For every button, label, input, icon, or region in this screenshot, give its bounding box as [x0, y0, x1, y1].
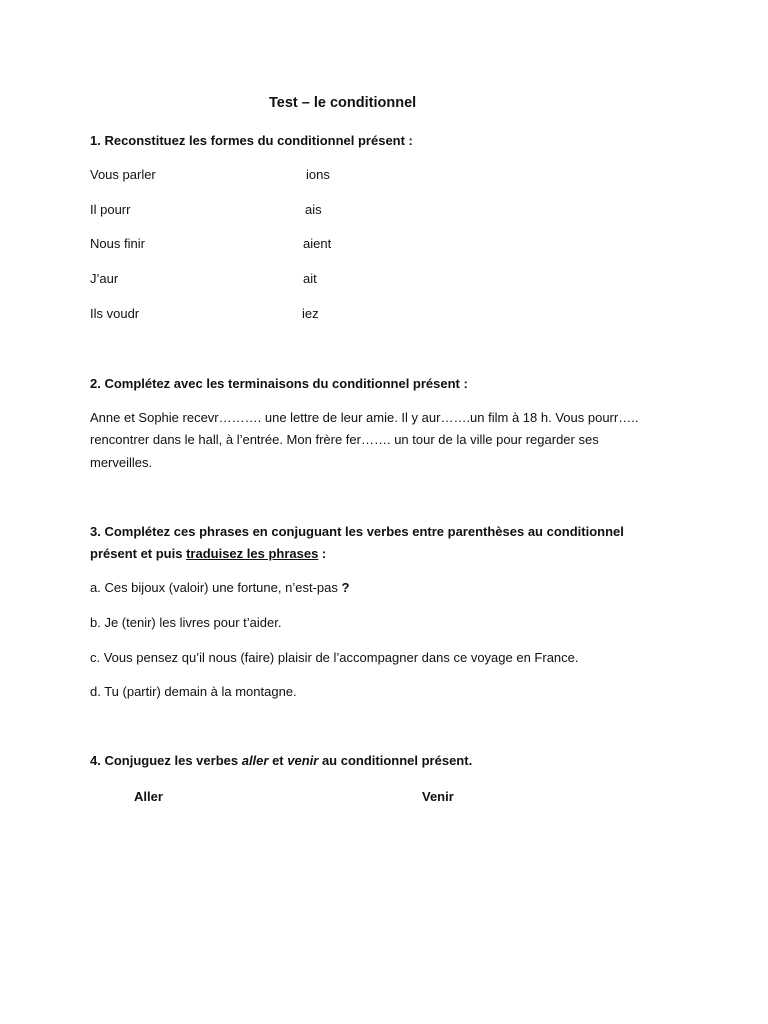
ending-5: iez: [302, 306, 319, 321]
exercise-item-d: [90, 684, 297, 699]
verb-stem-4: J’aur: [90, 271, 119, 286]
section-2-heading: 2. Complétez avec les terminaisons du conditionnel présent :: [90, 376, 468, 391]
exercise-item-a-text: a. Ces bijoux (valoir) une fortune, n’est-pas: [90, 580, 342, 595]
section-3-heading-suffix: :: [318, 546, 327, 561]
section-4-heading: [90, 753, 472, 768]
section-4-verb-venir: venir: [287, 753, 319, 768]
exercise-item-b-text: b. Je (tenir) les livres pour t’aider.: [90, 615, 282, 630]
section-3-heading-underlined: traduisez les phrases: [186, 546, 319, 561]
column-header-aller: Aller: [134, 789, 163, 804]
ending-3: aient: [303, 236, 332, 251]
exercise-item-b: [90, 615, 281, 630]
section-3-heading-prefix: présent et puis: [90, 546, 187, 561]
section-1-heading: 1. Reconstituez les formes du conditionnel présent :: [90, 133, 413, 148]
verb-stem-1: Vous parler: [90, 167, 156, 182]
section-3-heading-line-1: 3. Complétez ces phrases en conjuguant les verbes entre parenthèses au conditionnel: [90, 524, 624, 539]
ending-2: ais: [305, 202, 322, 217]
column-header-venir: Venir: [422, 789, 454, 804]
section-4-heading-suffix: au conditionnel présent.: [318, 753, 473, 768]
section-4-verb-aller: aller: [241, 753, 269, 768]
verb-stem-5: Ils voudr: [90, 306, 140, 321]
section-2-line-3: merveilles.: [90, 455, 153, 470]
exercise-item-d-text: d. Tu (partir) demain à la montagne.: [90, 684, 297, 699]
ending-4: ait: [303, 271, 317, 286]
verb-stem-2: Il pourr: [90, 202, 131, 217]
section-4-heading-mid: et: [268, 753, 288, 768]
section-3-heading-line-2: [90, 546, 326, 561]
exercise-item-a: [90, 580, 349, 595]
page-title: Test – le conditionnel: [269, 95, 417, 111]
verb-stem-3: Nous finir: [90, 236, 145, 251]
exercise-item-c: [90, 650, 579, 665]
section-2-line-2: rencontrer dans le hall, à l’entrée. Mon frère fer……. un tour de la ville pour regarder ses: [90, 432, 599, 447]
section-2-line-1: Anne et Sophie recevr………. une lettre de leur amie. Il y aur…….un film à 18 h. Vous pourr…..: [90, 410, 639, 425]
exercise-item-c-text: c. Vous pensez qu’il nous (faire) plaisir de l’accompagner dans ce voyage en France.: [90, 650, 579, 665]
ending-1: ions: [306, 167, 330, 182]
exercise-item-a-tail: ?: [341, 580, 350, 595]
section-4-heading-prefix: 4. Conjuguez les verbes: [90, 753, 242, 768]
